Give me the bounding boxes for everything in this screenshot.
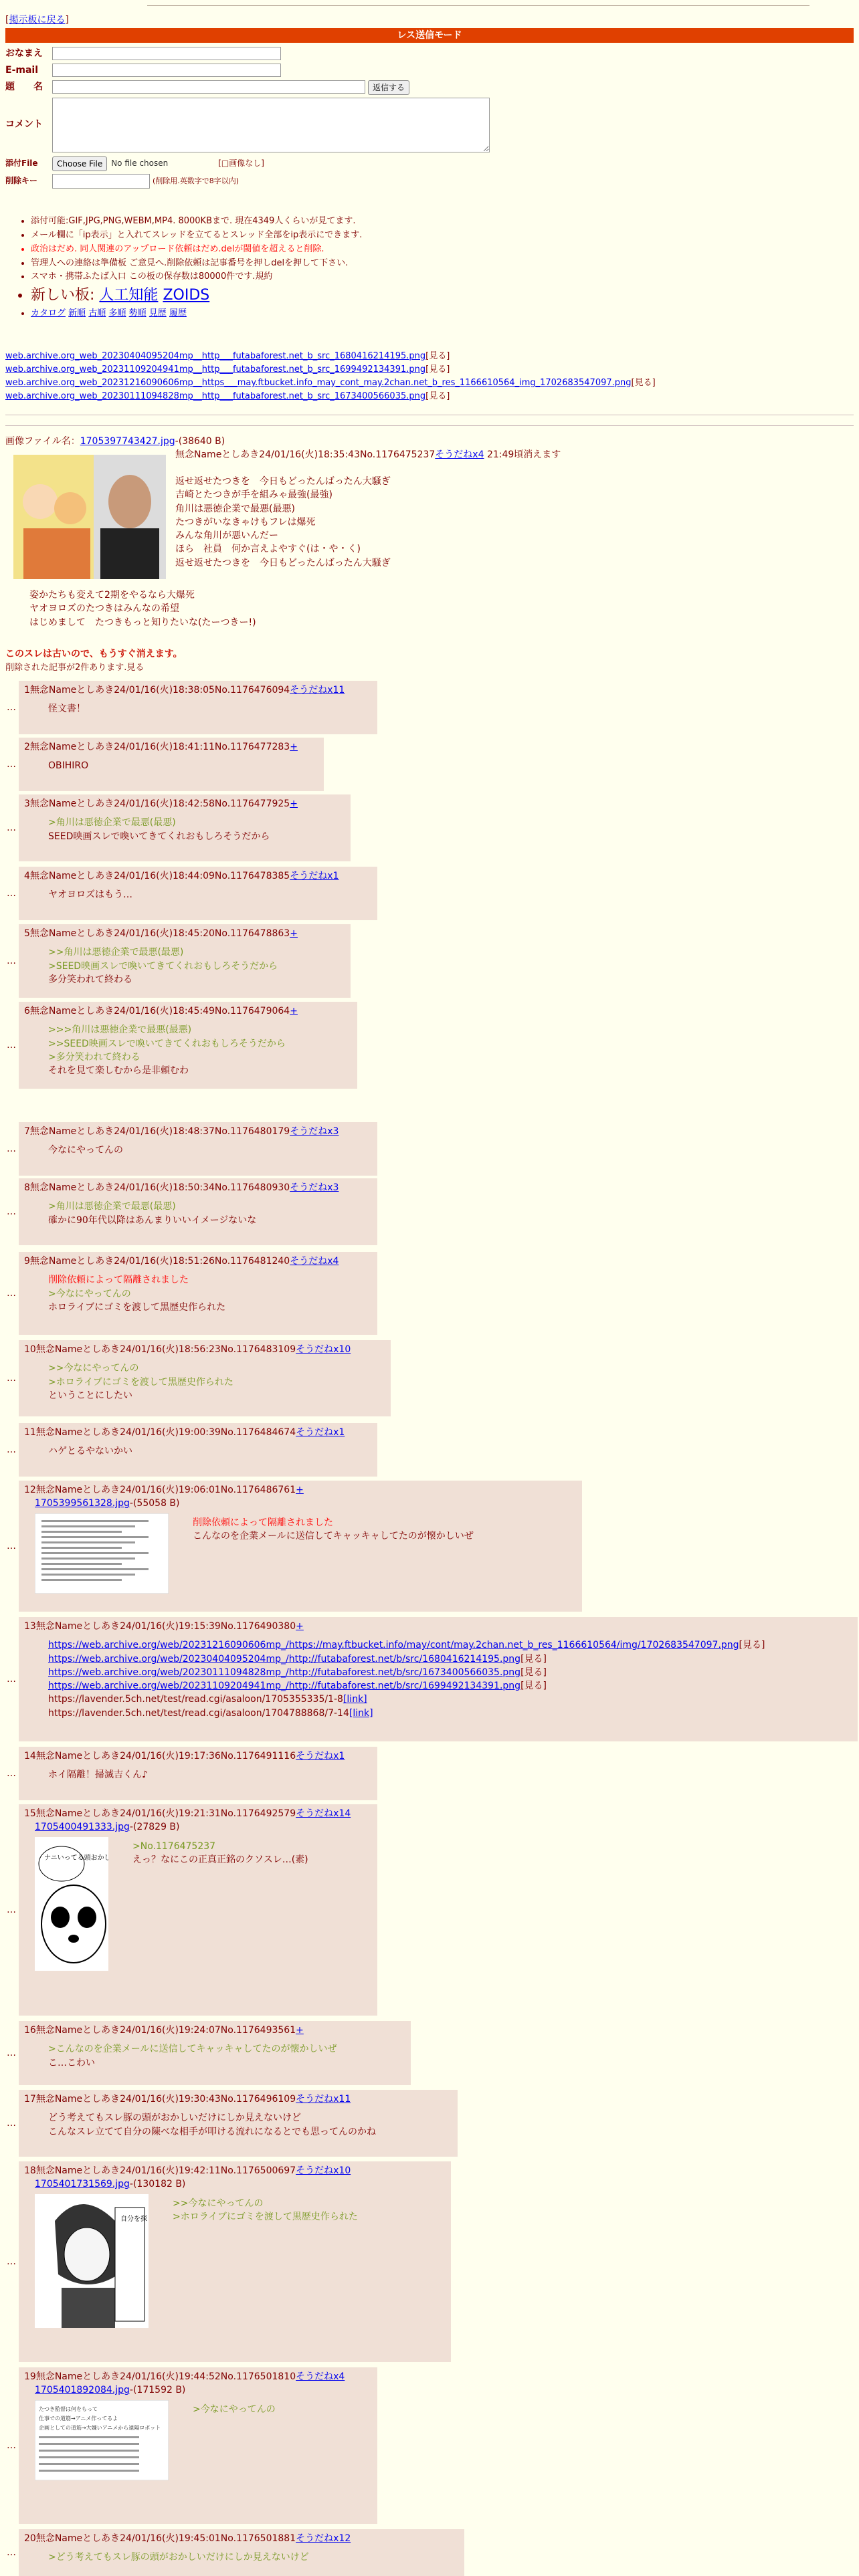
reply-post [19,738,324,791]
notice-item: • 政治はだめ. 同人関連のアップロード依頼はだめ.delが閾値を超えると削除. [31,243,362,256]
link-row [48,1707,765,1720]
reply-dots: … [7,1674,16,1685]
new-boards: • 新しい板: 人工知能 ZOIDS [31,285,362,306]
reply-dots: … [7,1288,16,1299]
sodane-button[interactable]: そうだねx10 [296,1344,351,1355]
reply-meta: 無念Nameとしあき24/01/16(火)18:38:05No.1176476094 [29,685,290,695]
reply-post [19,2161,451,2362]
link-row [48,1638,765,1652]
reply-body [48,2551,309,2564]
reply-header [24,1483,577,1497]
reply-header [24,797,345,811]
op-header: 無念Nameとしあき24/01/16(火)18:35:43No.1176475237そうだねx4 21:49頃消えます [175,449,561,460]
notice-item: • 管理人への連絡は準備板 ご意見へ.削除依頼は記事番号を押しdelを押して下さい. [31,257,362,270]
board-nav [31,308,362,320]
body-line: 確かに90年代以降はあんまりいいイメージないな [48,1214,257,1226]
reply-header [24,1343,385,1356]
reply-thumbnail[interactable] [35,1837,108,1975]
quote-line: >ホロライブにゴミを渡して黒歴史作られた [48,1376,233,1388]
reply-post [19,2021,411,2085]
reply-mode-bar: レス送信モード [5,28,854,43]
reply-thumbnail[interactable] [35,2194,149,2332]
reply-dots: … [7,702,16,713]
reply-dots: … [7,2118,16,2129]
reply-dots: … [7,956,16,966]
reply-dots: … [7,1144,16,1154]
isolated-notice: 削除依頼によって隔離されました [48,1275,189,1286]
sodane-button[interactable]: そうだねx3 [290,1182,339,1193]
reply-file-line [35,2383,372,2397]
quote-line: >今なにやってんの [193,2403,276,2415]
op-sodane[interactable]: そうだねx4 [435,449,484,460]
quote-line: >>SEED映画スレで喚いてきてくれおもしろそうだから [48,1038,286,1049]
archive-link[interactable]: web.archive.org_web_20230111094828mp__http___futabaforest.net_b_src_1673400566035.png [5,391,426,401]
reply-header [24,1181,372,1194]
reply-content [24,1834,372,1975]
reply-post [19,1340,391,1416]
sodane-button[interactable]: + [290,742,298,752]
reply-post [19,924,351,998]
see-tag[interactable]: [見る] [520,1667,547,1678]
sodane-button[interactable]: そうだねx4 [296,2371,345,2382]
reply-header [24,2164,446,2177]
reply-header [24,1004,352,1018]
delkey-label: 削除キー [5,175,38,185]
reply-dots: … [7,2256,16,2267]
choose-file-button[interactable]: Choose File [52,156,107,171]
plain-url: https://lavender.5ch.net/test/read.cgi/asaloon/1704788868/7-14 [48,1707,349,1719]
subject-label: 題 名 [5,82,43,93]
see-tag[interactable]: [見る] [739,1640,765,1651]
reply-content [24,1018,352,1077]
reply-content [24,2191,446,2332]
reply-file-link[interactable]: 1705400491333.jpg [35,1822,130,1833]
reply-number: 7 [24,1126,30,1137]
sodane-button[interactable]: そうだねx10 [296,2165,351,2176]
quote-line: >多分笑われて終わる [48,1051,140,1063]
reply-content [24,1194,372,1227]
reply-header [24,740,318,754]
reply-header [24,1620,852,1633]
reply-dots: … [7,759,16,770]
reply-content [24,2106,452,2139]
reply-file-line [35,1497,577,1510]
board-link-ai[interactable]: 人工知能 [99,287,159,304]
op-line: 角川は悪徳企業で最悪(最悪) [175,503,295,514]
divider [5,425,854,426]
quote-line: >角川は悪徳企業で最悪(最悪) [48,1201,176,1212]
sodane-button[interactable]: そうだねx11 [290,685,345,695]
reply-post [19,1423,377,1477]
reply-number: 17 [24,2094,36,2105]
reply-dots: … [7,2547,16,2558]
reply-meta: 無念Nameとしあき24/01/16(火)19:17:36No.1176491116 [35,1751,296,1761]
op-thumbnail[interactable] [13,455,166,579]
body-line: こんなスレ立てて自分の陳べな相手が叩ける流れになるとでも思ってんのかね [48,2126,376,2137]
reply-header [24,2532,459,2545]
reply-dots: … [7,1206,16,1217]
reply-number: 2 [24,742,30,752]
reply-file-link[interactable]: 1705399561328.jpg [35,1498,130,1509]
reply-meta: 無念Nameとしあき24/01/16(火)19:30:43No.1176496109 [35,2094,296,2105]
reply-post [19,867,377,920]
file-size: -(130182 B) [129,2179,186,2190]
reply-meta: 無念Nameとしあき24/01/16(火)18:50:34No.1176480930 [29,1182,290,1193]
reply-dots: … [7,1373,16,1384]
reply-meta: 無念Nameとしあき24/01/16(火)19:42:11No.1176500697 [35,2165,296,2176]
reply-header [24,683,372,697]
reply-number: 20 [24,2533,36,2544]
isolated-notice: 削除依頼によって隔離されました [193,1517,333,1528]
reply-meta: 無念Nameとしあき24/01/16(火)19:00:39No.1176484674 [35,1427,296,1438]
sodane-button[interactable]: そうだねx1 [296,1751,345,1761]
reply-body [48,759,88,772]
reply-post [19,2090,458,2157]
see-tag[interactable]: [見る] [520,1681,547,1692]
nav-many[interactable]: 多順 [108,308,126,319]
body-line: OBIHIRO [48,760,89,772]
notice-item: • スマホ・携帯ふたば入口 この板の保存数は80000件です.規約 [31,271,362,284]
op-line: はじめまして たつきもっと知りたいな(たーつきー!) [29,617,256,628]
sodane-button[interactable]: + [290,798,298,809]
reply-content [24,1633,852,1720]
reply-content [24,1439,372,1458]
reply-file-link[interactable]: 1705401892084.jpg [35,2385,130,2396]
body-line: 怪文書！ [48,704,86,715]
reply-meta: 無念Nameとしあき24/01/16(火)18:51:26No.1176481240 [29,1256,290,1267]
reply-header [24,1255,372,1268]
reply-header [24,1749,372,1763]
link-tag[interactable]: [link] [349,1707,373,1719]
body-line: 多分笑われて終わる [48,974,132,985]
quote-line: >No.1176475237 [132,1840,216,1852]
op-line: 返せ返せたつきを 今日もどったんばったん大騒ぎ [175,476,391,487]
reply-body [48,1273,225,1314]
reply-post [19,794,351,861]
email-label: E-mail [5,65,39,76]
reply-number: 14 [24,1751,36,1761]
no-image-checkbox[interactable]: [□画像なし] [218,158,264,168]
file-size: -(55058 B) [129,1498,180,1509]
archive-url[interactable]: https://web.archive.org/web/20230111094828mp_/http://futabaforest.net/b/src/1673400566035.png [48,1667,521,1678]
reply-meta: 無念Nameとしあき24/01/16(火)18:44:09No.1176478385 [29,871,290,881]
reply-file-line [35,2177,446,2191]
reply-content [24,2397,372,2484]
sodane-button[interactable]: そうだねx4 [290,1256,339,1267]
reply-dots: … [7,1040,16,1051]
back-to-board: [掲示板に戻る] [5,15,69,25]
quote-line: >>今なにやってんの [173,2197,264,2209]
sodane-button[interactable]: そうだねx11 [296,2094,351,2105]
body-line: ホロライブにゴミを渡して黒歴史作られた [48,1301,226,1313]
quote-line: >ホロライブにゴミを渡して黒歴史作られた [173,2211,358,2222]
reply-form [5,47,490,191]
reply-meta: 無念Nameとしあき24/01/16(火)19:06:01No.1176486761 [35,1485,296,1495]
body-line: どう考えてもスレ豚の頭がおかしいだけにしか見えないけど [48,2113,301,2124]
reply-meta: 無念Nameとしあき24/01/16(火)18:45:49No.1176479064 [29,1006,290,1016]
reply-body [48,1362,233,1402]
reply-dots: … [7,2440,16,2451]
quote-line: >角川は悪徳企業で最悪(最悪) [48,817,176,829]
quote-line: >>角川は悪徳企業で最悪(最悪) [48,947,184,958]
reply-post [19,1617,858,1741]
speech-bubble-text: ナニいってる頭おかし [44,1854,108,1862]
reply-meta: 無念Nameとしあき24/01/16(火)18:42:58No.1176477925 [29,798,290,809]
reply-number: 18 [24,2165,36,2176]
reply-content [24,811,345,843]
body-line: こ…こわい [48,2057,95,2068]
reply-meta: 無念Nameとしあき24/01/16(火)19:21:31No.1176492579 [35,1808,296,1819]
reply-meta: 無念Nameとしあき24/01/16(火)18:45:20No.1176478863 [29,928,290,939]
reply-number: 1 [24,685,30,695]
reply-number: 16 [24,2025,36,2036]
file-size: -(27829 B) [129,1822,180,1833]
board-link-zoids[interactable]: ZOIDS [163,287,210,304]
reply-number: 19 [24,2371,36,2382]
reply-header [24,2370,372,2383]
quote-line: >こんなのを企業メールに送信してキャッキャしてたのが懐かしいぜ [48,2044,337,2055]
file-size: -(171592 B) [129,2385,186,2396]
sodane-button[interactable]: そうだねx1 [296,1427,345,1438]
quote-line: >どう考えてもスレ豚の頭がおかしいだけにしか見えないけど [48,2552,309,2563]
reply-content [24,697,372,716]
link-row [48,1652,765,1666]
body-line: こんなのを企業メールに送信してキャッキャしてたのが懐かしいぜ [193,1530,474,1541]
deleted-notice[interactable]: 削除された記事が2件あります.見る [5,663,145,673]
sodane-button[interactable]: そうだねx1 [290,871,339,881]
nav-new[interactable]: 新順 [68,308,86,319]
link-tag[interactable]: [link] [343,1694,367,1705]
quote-line: >今なにやってんの [48,1288,131,1299]
reply-post [19,1481,582,1612]
subject-input[interactable] [52,80,365,94]
reply-content [24,1138,372,1157]
reply-body [48,946,278,986]
reply-header [24,1426,372,1439]
op-file-line: 画像ファイル名：1705397743427.jpg-(38640 B) [5,436,225,447]
link-row [48,1693,765,1706]
reply-content [24,1763,372,1782]
quote-line: >>>角川は悪徳企業で最悪(最悪) [48,1025,192,1036]
name-label: おなまえ [5,48,43,60]
reply-body [48,2111,376,2139]
reply-meta: 無念Nameとしあき24/01/16(火)19:24:07No.1176493561 [35,2025,296,2036]
notice-list [19,215,362,322]
archive-link[interactable]: web.archive.org_web_20230404095204mp__http___futabaforest.net_b_src_1680416214195.png [5,351,426,361]
reply-dots: … [7,1444,16,1455]
op-line: 吉崎とたつきが手を組みゃ最強(最強) [175,490,332,501]
reply-number: 10 [24,1344,36,1355]
reply-body [48,1444,132,1458]
reply-meta: 無念Nameとしあき24/01/16(火)18:41:11No.1176477283 [29,742,290,752]
reply-dots: … [7,888,16,899]
reply-number: 9 [24,1256,30,1267]
see-tag[interactable]: [見る] [520,1653,547,1665]
reply-number: 13 [24,1621,36,1632]
op-line: みんな角川が悪いんだー [175,530,278,542]
notice-item: • 添付可能:GIF,JPG,PNG,WEBM,MP4. 8000KBまで. 現在4349人くらいが見てます. [31,215,362,228]
op-line: ヤオヨロズのたつきはみんなの希望 [29,603,179,615]
notice-item: • メール欄に「ip表示」と入れてスレッドを立てるとスレッド全部をip表示にできます. [31,229,362,242]
reply-dots: … [7,1768,16,1779]
op-post-cont [29,588,256,629]
reply-meta: 無念Nameとしあき24/01/16(火)18:56:23No.1176483109 [35,1344,296,1355]
reply-content [24,1356,385,1402]
reply-number: 8 [24,1182,30,1193]
reply-number: 12 [24,1485,36,1495]
reply-content [24,1511,577,1598]
reply-body [193,2403,276,2484]
reply-content [24,883,372,901]
nav-viewed[interactable]: 見歴 [149,308,167,319]
reply-number: 15 [24,1808,36,1819]
body-line: ホイ隔離！掃滅吉くん♪ [48,1769,148,1781]
op-line: ほら 社員 何か言えよやすぐ(は・や・く) [175,544,361,555]
reply-number: 4 [24,871,30,881]
sodane-button[interactable]: + [296,1485,304,1495]
op-line: たつきがいなきゃけもフレは爆死 [175,516,316,528]
sodane-button[interactable]: + [296,1621,304,1632]
op-file-link[interactable]: 1705397743427.jpg [80,436,175,447]
nav-catalog[interactable]: カタログ [31,308,66,319]
sodane-button[interactable]: + [290,928,298,939]
svg-text:たつき監督は何をもって: たつき監督は何をもって [39,2405,98,2412]
link-row [48,1666,765,1679]
reply-thumbnail[interactable] [35,1513,169,1598]
reply-file-line [35,1820,372,1834]
link-row [48,1679,765,1693]
reply-content [24,940,345,986]
comment-textarea[interactable] [52,98,490,152]
reply-dots: … [7,1541,16,1551]
body-line: えっ？なにこの正真正銘のクソスレ…(素) [132,1854,308,1865]
reply-number: 5 [24,928,30,939]
reply-body [48,1768,148,1782]
body-line: ということにしたい [48,1390,132,1401]
reply-post [19,1178,377,1245]
reply-body [132,1840,308,1975]
reply-body [48,1144,123,1157]
body-line: ハゲとるやないかい [48,1446,132,1457]
reply-post [19,1747,377,1800]
archive-links: web.archive.org_web_20230404095204mp__http___futabaforest.net_b_src_1680416214195.png[見る] web.archive.org_web_20231109204941mp__http___futabaforest.net_b_src_1699492134391.png[見る] web.archive.org_web_20231216090606mp__https___may.ftbucket.info_may_cont_may.2chan.net_b_res_1166610564_img_1702683547097.png[見る] web.archive.org_web_20230111094828mp__http___futabaforest.net_b_src_1673400566035.png[見る] [5,351,656,401]
reply-content [24,754,318,772]
reply-post [19,681,377,734]
body-line: SEED映画スレで喚いてきてくれおもしろそうだから [48,831,270,842]
plain-url: https://lavender.5ch.net/test/read.cgi/asaloon/1705355335/1-8 [48,1694,343,1705]
reply-dots: … [7,2048,16,2058]
reply-post [19,1122,377,1176]
reply-number: 6 [24,1006,30,1016]
reply-post [19,1804,377,2016]
sodane-button[interactable]: そうだねx3 [290,1126,339,1137]
reply-meta: 無念Nameとしあき24/01/16(火)19:15:39No.1176490380 [35,1621,296,1632]
nav-momentum[interactable]: 勢順 [128,308,147,319]
reply-meta: 無念Nameとしあき24/01/16(火)19:44:52No.1176501810 [35,2371,296,2382]
top-rule [147,5,809,6]
reply-meta: 無念Nameとしあき24/01/16(火)19:45:01No.1176501881 [35,2533,296,2544]
op-post [175,449,561,570]
svg-text:企画としての道筋→大嫌いアニメから遠隔ロボット: 企画としての道筋→大嫌いアニメから遠隔ロボット [39,2424,161,2431]
reply-content [24,2545,459,2564]
reply-body [193,1516,474,1598]
body-line: ヤオヨロズはもう… [48,889,132,901]
archive-url[interactable]: https://web.archive.org/web/20230404095204mp_/http://futabaforest.net/b/src/1680416214195.png [48,1653,521,1665]
back-link[interactable]: 掲示板に戻る [9,15,66,25]
reply-body [48,816,270,843]
no-file-text: No file chosen [111,158,169,168]
archive-link[interactable]: web.archive.org_web_20231109204941mp__http___futabaforest.net_b_src_1699492134391.png [5,364,426,374]
quote-line: >SEED映画スレで喚いてきてくれおもしろそうだから [48,960,278,972]
quote-line: >>今なにやってんの [48,1363,139,1374]
reply-content [24,1268,372,1314]
reply-post [19,1002,357,1089]
reply-post [19,2367,377,2524]
reply-header [24,1807,372,1820]
archive-url[interactable]: https://web.archive.org/web/20231109204941mp_/http://futabaforest.net/b/src/1699492134391.png [48,1681,521,1692]
old-thread-notice: このスレは古いので、もうすぐ消えます。 [5,649,183,659]
speech-bubble-text: 自分を探 [120,2215,147,2223]
reply-header [24,2024,405,2037]
reply-body [48,702,86,716]
delkey-note: (削除用.英数字で8字以内) [153,176,240,185]
sodane-button[interactable]: そうだねx12 [296,2533,351,2544]
reply-number: 11 [24,1427,36,1438]
reply-number: 3 [24,798,30,809]
archive-url[interactable]: https://web.archive.org/web/20231216090606mp_/https://may.ftbucket.info/may/cont/may.2chan.net_b_res_1166610564/img/1702683547097.png [48,1640,739,1651]
archive-link[interactable]: web.archive.org_web_20231216090606mp__https___may.ftbucket.info_may_cont_may.2chan.net_b_res_1166610564_img_1702683547097.png [5,378,632,388]
reply-header [24,927,345,940]
reply-dots: … [7,823,16,833]
sodane-button[interactable]: そうだねx14 [296,1808,351,1819]
reply-body [48,1200,256,1227]
reply-thumbnail[interactable] [35,2400,169,2484]
comment-label: コメント [5,119,43,130]
reply-file-link[interactable]: 1705401731569.jpg [35,2179,130,2190]
op-line: 返せ返せたつきを 今日もどったんばったん大騒ぎ [175,557,391,568]
reply-body [48,888,132,901]
nav-old[interactable]: 古順 [88,308,106,319]
nav-history[interactable]: 履歴 [169,308,187,319]
file-label: 添付File [5,158,38,168]
email-input[interactable] [52,64,281,77]
svg-text:仕事での道筋→アニメ作ってるよ: 仕事での道筋→アニメ作ってるよ [39,2415,118,2422]
op-line: 姿かたちも変えて2期をやるなら大爆死 [29,590,195,601]
reply-meta: 無念Nameとしあき24/01/16(火)18:48:37No.1176480179 [29,1126,290,1137]
reply-post [19,2529,464,2576]
reply-body [173,2197,358,2332]
name-input[interactable] [52,47,281,60]
sodane-button[interactable]: + [290,1006,298,1016]
reply-body [48,2042,337,2070]
body-line: 今なにやってんの [48,1145,123,1156]
reply-header [24,2092,452,2106]
reply-post [19,1252,377,1335]
reply-header [24,1125,372,1138]
delkey-input[interactable] [52,174,150,189]
body-line: それを見て楽しむから是非頼むわ [48,1065,189,1077]
reply-dots: … [7,1905,16,1915]
submit-button[interactable]: 返信する [368,80,409,95]
reply-content [24,2037,405,2070]
sodane-button[interactable]: + [296,2025,304,2036]
reply-body [48,1638,765,1720]
reply-header [24,869,372,883]
reply-body [48,1023,286,1077]
